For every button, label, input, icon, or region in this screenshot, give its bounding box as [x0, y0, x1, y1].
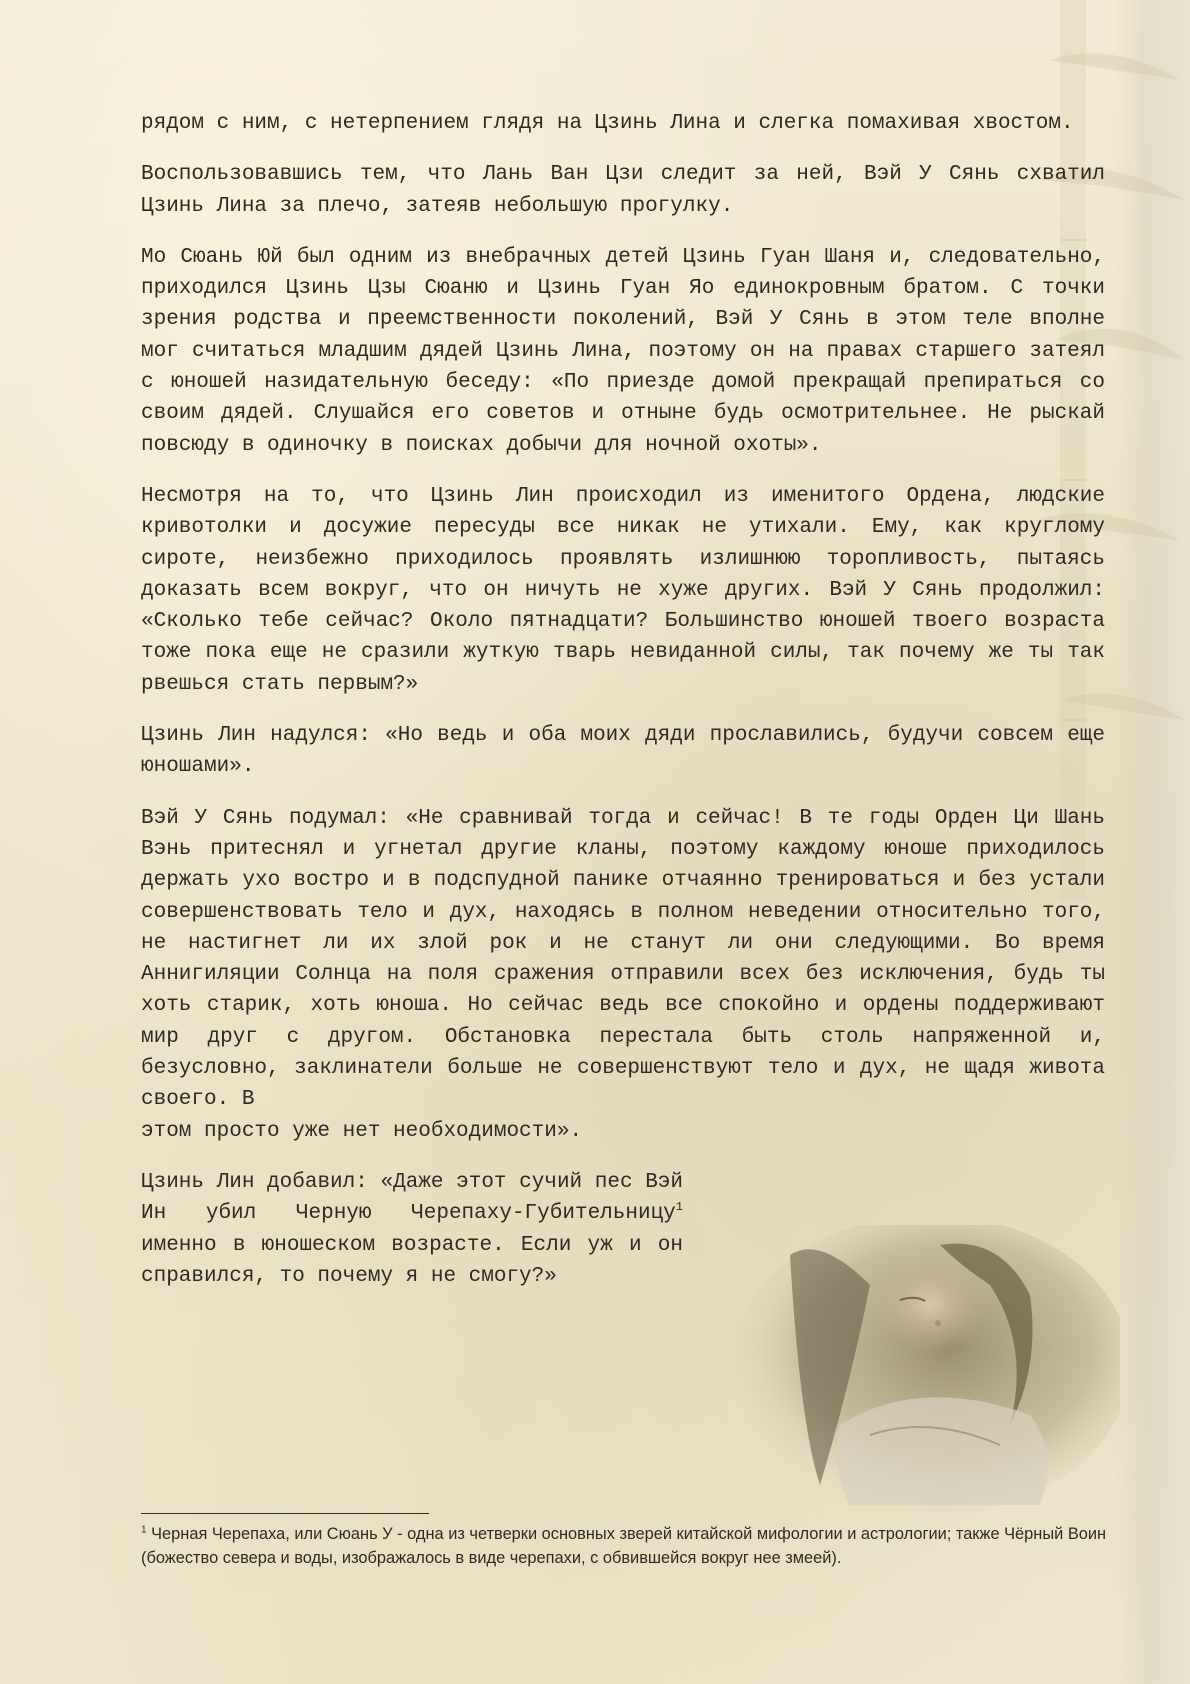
paragraph: рядом с ним, с нетерпением глядя на Цзинь Лина и слегка помахивая хвостом.	[141, 112, 1074, 135]
paragraph-tail: этом просто уже нет необходимости».	[141, 1119, 583, 1143]
paragraph: Вэй У Сянь подумал: «Не сравнивай тогда и сейчас! В те годы Орден Ци Шань Вэнь притеснял и угнетал другие кланы, поэтому каждому юноше приходилось держать ухо востро и в подспудной панике отчаянно тренироваться и без устали совершенствовать тело и дух, находясь в полном неведении относительно того, не настигнет ли их злой рок и не станут ли они следующими. Во время Аннигиляции Солнца на поля сражения отправили всех без исключения, будь ты хоть старик, хоть юноша. Но сейчас ведь все спокойно и ордены поддерживают мир друг с другом. Обстановка перестала быть столь напряженной и, безусловно, заклинатели больше не совершенствуют тело и дух, не щадя живота своего. В	[141, 806, 1105, 1112]
paragraph-narrow	[141, 1167, 683, 1292]
narrow-text-after: именно в юношеском возрасте. Если уж и он справился, то почему я не смогу?»	[141, 1233, 683, 1288]
footnote-separator	[141, 1513, 429, 1514]
paragraph: Воспользовавшись тем, что Лань Ван Цзи следит за ней, Вэй У Сянь схватил Цзинь Лина за плечо, затеяв небольшую прогулку.	[141, 163, 1105, 218]
paragraph: Несмотря на то, что Цзинь Лин происходил из именитого Ордена, людские кривотолки и досужие пересуды все никак не утихали. Ему, как круглому сироте, неизбежно приходилось проявлять излишнюю торопливость, пытаясь доказать всем вокруг, что он ничуть не хуже других. Вэй У Сянь продолжил: «Сколько тебе сейчас? Около пятнадцати? Большинство юношей твоего возраста тоже пока еще не сразили жуткую тварь невиданной силы, так почему же ты так рвешься стать первым?»	[141, 484, 1105, 696]
paragraph: Мо Сюань Юй был одним из внебрачных детей Цзинь Гуан Шаня и, следовательно, приходился Цзинь Цзы Сюаню и Цзинь Гуан Яо единокровным братом. С точки зрения родства и преемственности поколений, Вэй У Сянь в этом теле вполне мог считаться младшим дядей Цзинь Лина, поэтому он на правах старшего затеял с юношей назидательную беседу: «По приезде домой прекращай препираться со своим дядей. Слушайся его советов и отныне будь осмотрительнее. Не рыскай повсюду в одиночку в поисках добычи для ночной охоты».	[141, 245, 1105, 457]
footnote-reference[interactable]: 1	[675, 1200, 683, 1215]
footnote	[141, 1522, 1111, 1570]
body-text	[141, 108, 1105, 1312]
paragraph: Цзинь Лин надулся: «Но ведь и оба моих дяди прославились, будучи совсем еще юношами».	[141, 724, 1105, 779]
narrow-text-before: Цзинь Лин добавил: «Даже этот сучий пес Вэй Ин убил Черную Черепаху-Губительницу	[141, 1170, 683, 1226]
character-illustration	[700, 1225, 1120, 1515]
footnote-text: Черная Черепаха, или Сюань У - одна из четверки основных зверей китайской мифологии и астрологии; также Чёрный Воин (божество севера и воды, изображалось в виде черепахи, с обвившейся вокруг нее змеей).	[141, 1525, 1107, 1567]
footnote-marker: 1	[141, 1524, 147, 1536]
